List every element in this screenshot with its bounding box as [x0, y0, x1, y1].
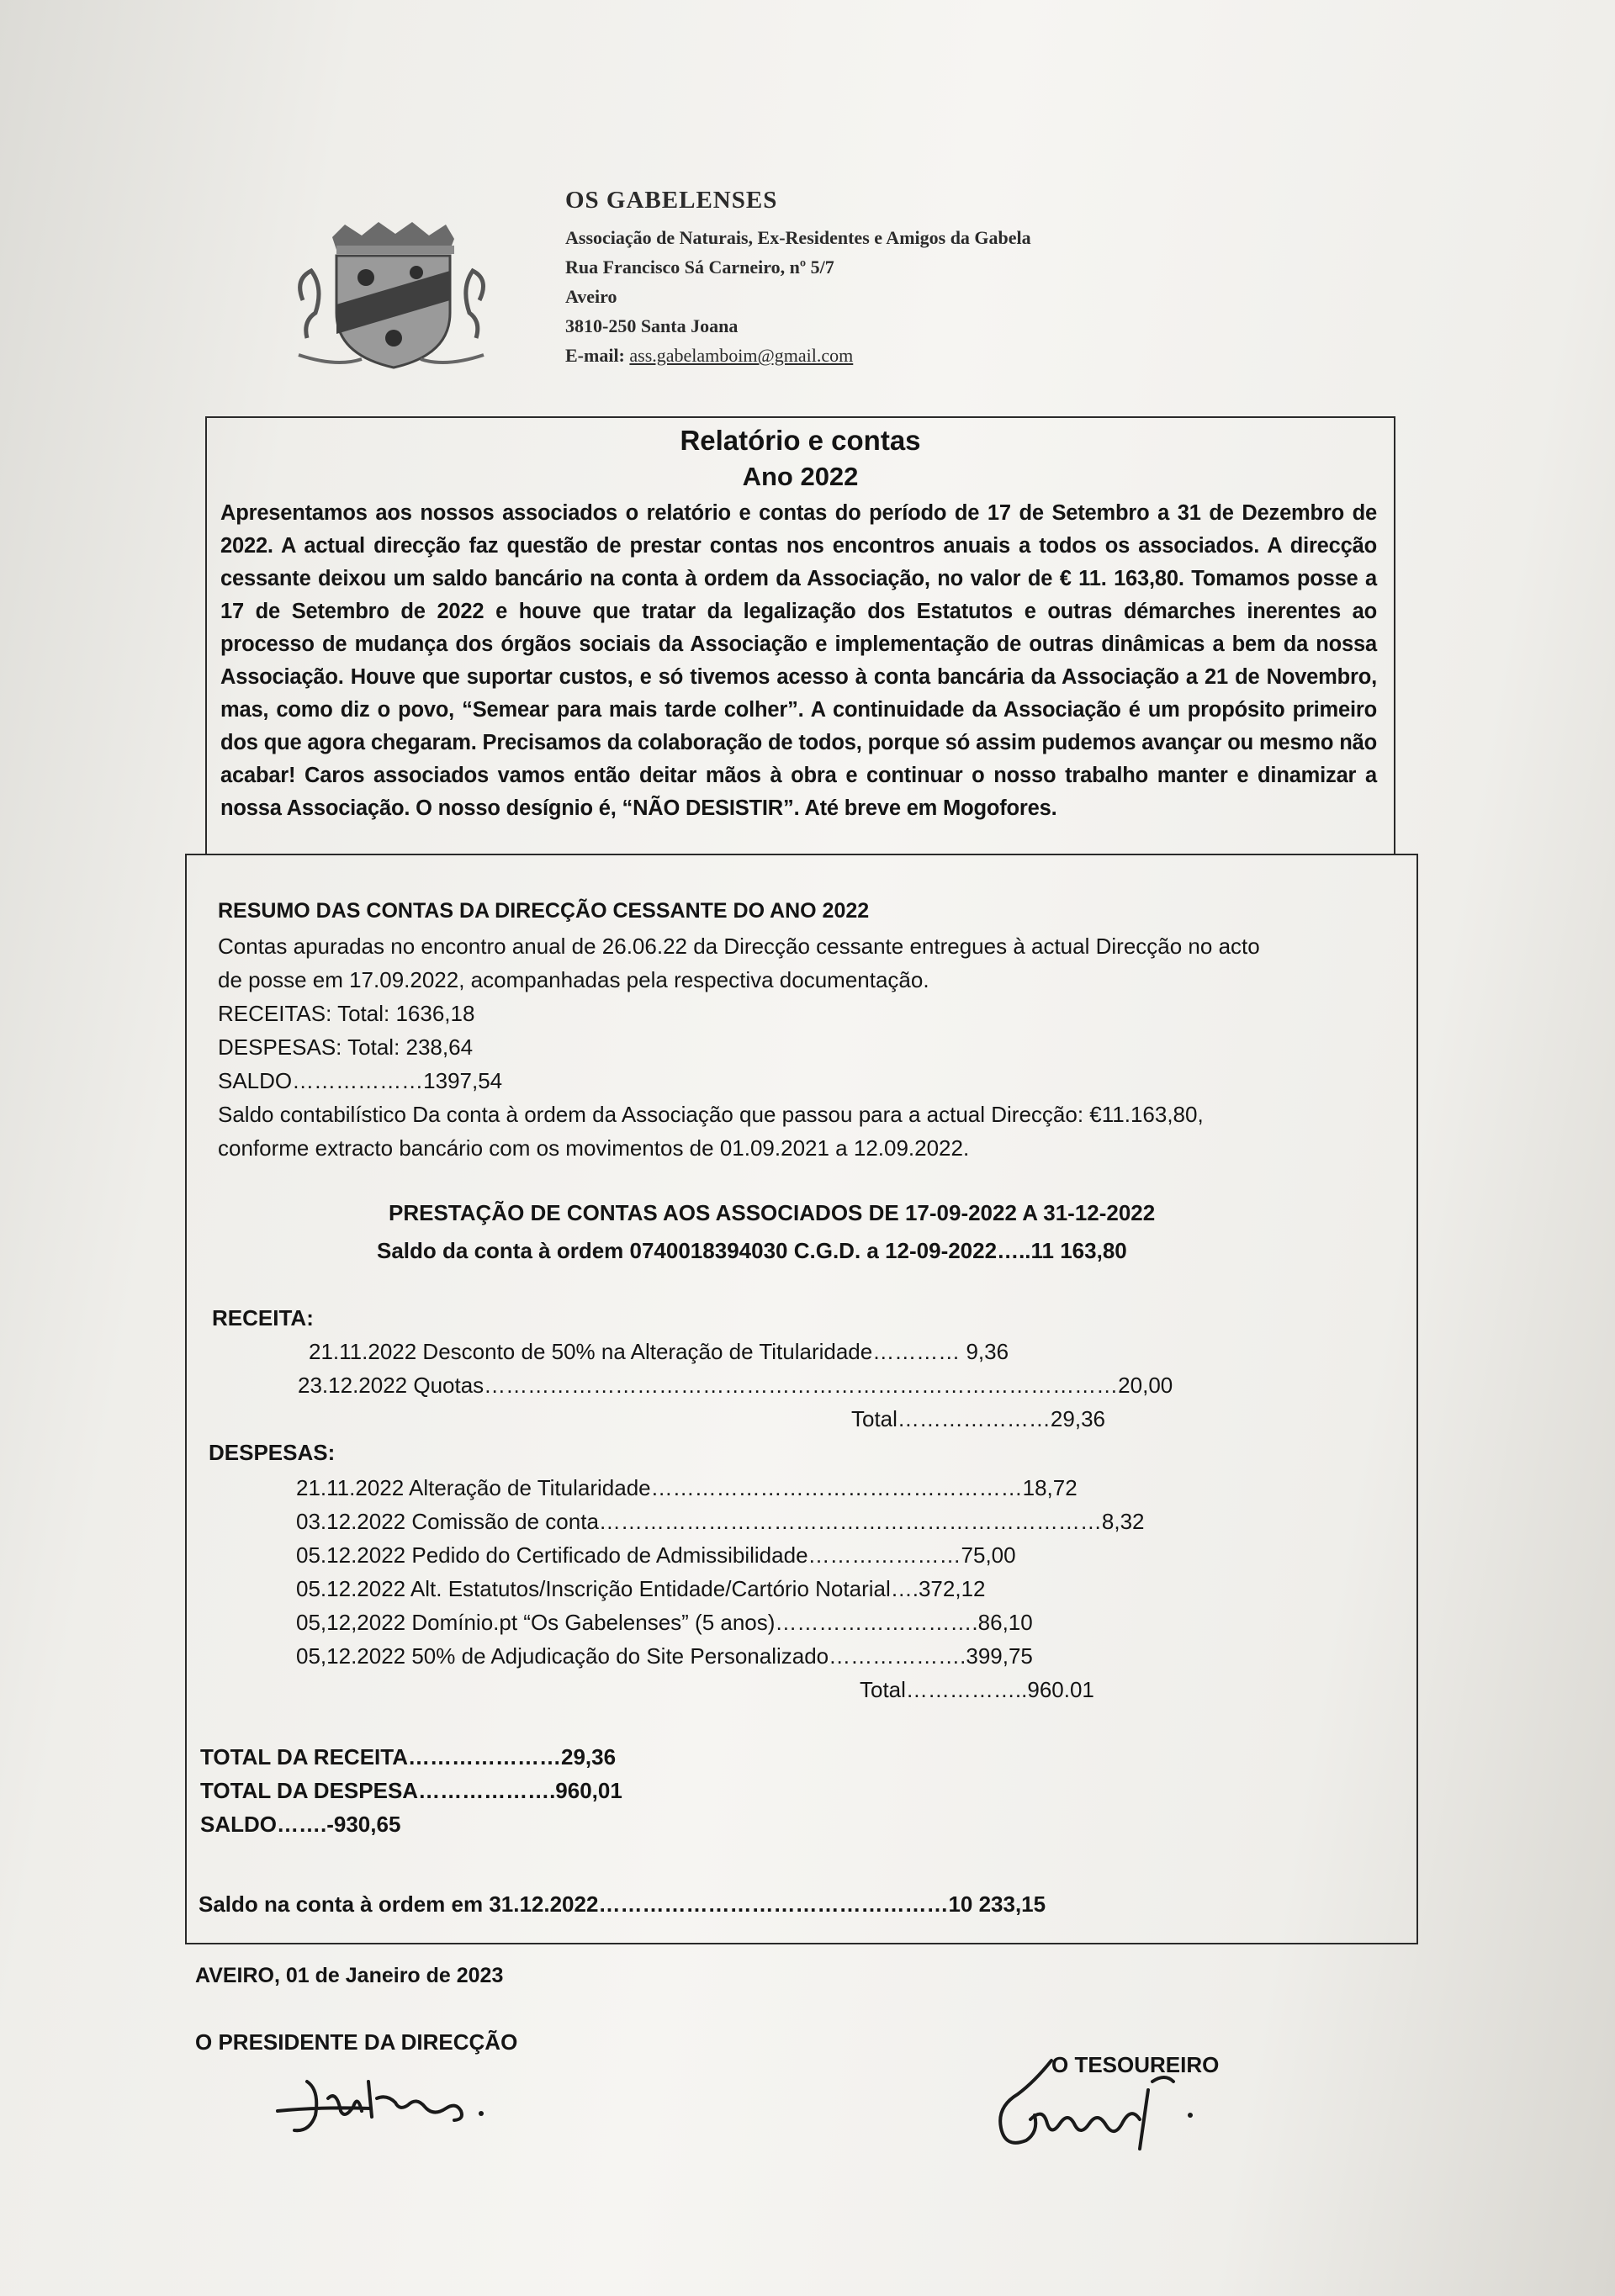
summary-line-4: conforme extracto bancário com os movimentos de 01.09.2021 a 12.09.2022.: [218, 1135, 970, 1161]
organization-header: [565, 187, 1154, 370]
receita-item: 21.11.2022 Desconto de 50% na Alteração de Titularidade………… 9,36: [309, 1339, 1009, 1364]
despesa-item: 05,12.2022 50% de Adjudicação do Site Personalizado……………….399,75: [296, 1643, 1033, 1669]
despesa-item: 05.12.2022 Alt. Estatutos/Inscrição Entidade/Cartório Notarial….372,12: [296, 1576, 986, 1601]
statement-title: PRESTAÇÃO DE CONTAS AOS ASSOCIADOS DE 17-09-2022 A 31-12-2022: [389, 1200, 1156, 1225]
summary-saldo: SALDO………………1397,54: [218, 1068, 503, 1093]
despesa-total: Total……………..960.01: [860, 1677, 1094, 1702]
receita-total: Total…………………29,36: [851, 1406, 1105, 1431]
treasurer-label: O TESOUREIRO: [1051, 2052, 1220, 2077]
total-receita: TOTAL DA RECEITA…………………29,36: [200, 1744, 617, 1770]
total-despesa: TOTAL DA DESPESA……………….960,01: [200, 1778, 622, 1803]
final-balance: Saldo na conta à ordem em 31.12.2022…………………………………………10 233,15: [199, 1891, 1046, 1917]
despesa-item: 21.11.2022 Alteração de Titularidade……………………………………………18,72: [296, 1475, 1078, 1500]
accounts-section: [185, 854, 1418, 1944]
organization-email: [565, 341, 1154, 370]
president-label: O PRESIDENTE DA DIRECÇÃO: [195, 2029, 518, 2055]
despesa-item: 05,12,2022 Domínio.pt “Os Gabelenses” (5 anos)……………………….86,10: [296, 1610, 1033, 1635]
coat-of-arms-icon: [286, 220, 496, 372]
despesas-label: DESPESAS:: [209, 1440, 336, 1465]
summary-line-3: Saldo contabilístico Da conta à ordem da Associação que passou para a actual Direcção: €11.163,80,: [218, 1102, 1204, 1127]
report-title: Relatório e contas: [680, 425, 921, 456]
summary-despesas: DESPESAS: Total: 238,64: [218, 1034, 474, 1060]
treasurer-signature-icon: [984, 2056, 1253, 2157]
organization-subtitle: Associação de Naturais, Ex-Residentes e Amigos da Gabela: [565, 227, 1031, 248]
report-intro-text: Apresentamos aos nossos associados o relatório e contas do período de 17 de Setembro a 31 de Dezembro de 2022. A actual direcção faz questão de prestar contas nos encontros anuais a todos os associados. A direcção cessante deixou um saldo bancário na conta à ordem da Associação, no valor de € 11. 163,80. Tomamos posse a 17 de Setembro de 2022 e houve que tratar da legalização dos Estatutos e outras démarches inerentes ao processo de mudança dos órgãos sociais da Associação e implementação de outras dinâmicas a bem da nossa Associação. Houve que suportar custos, e só tivemos acesso à conta bancária da Associação a 21 de Novembro, mas, como diz o povo, “Semear para mais tarde colher”. A continuidade da Associação é um propósito primeiro dos que agora chegaram. Precisamos da colaboração de todos, porque só assim pudemos avançar ou mesmo não acabar! Caros associados vamos então deitar mãos à obra e continuar o nosso trabalho manter e dinamizar a nossa Associação. O nosso desígnio é, “NÃO DESISTIR”. Até breve em Mogofores.: [220, 501, 1377, 820]
email-value[interactable]: ass.gabelamboim@gmail.com: [629, 345, 854, 366]
despesa-item: 05.12.2022 Pedido do Certificado de Admissibilidade…………………75,00: [296, 1542, 1016, 1568]
receita-item: 23.12.2022 Quotas……………………………………………………………………………20,00: [298, 1373, 1173, 1398]
despesa-item: 03.12.2022 Comissão de conta……………………………………………………………8,32: [296, 1509, 1145, 1534]
organization-city: Aveiro: [565, 286, 617, 307]
organization-postal: 3810-250 Santa Joana: [565, 315, 739, 336]
summary-line-2: de posse em 17.09.2022, acompanhadas pela respectiva documentação.: [218, 967, 929, 992]
receita-label: RECEITA:: [212, 1305, 314, 1331]
statement-subtitle: Saldo da conta à ordem 0740018394030 C.G.D. a 12-09-2022…..11 163,80: [377, 1238, 1127, 1263]
president-signature-icon: [269, 2065, 555, 2140]
statement-saldo: SALDO…….-930,65: [200, 1812, 401, 1837]
place-date: AVEIRO, 01 de Janeiro de 2023: [195, 1964, 504, 1987]
organization-name: OS GABELENSES: [565, 187, 778, 214]
email-label: E-mail:: [565, 345, 625, 366]
summary-title: RESUMO DAS CONTAS DA DIRECÇÃO CESSANTE DO ANO 2022: [218, 899, 870, 923]
organization-address: Rua Francisco Sá Carneiro, nº 5/7: [565, 257, 834, 278]
summary-line-1: Contas apuradas no encontro anual de 26.06.22 da Direcção cessante entregues à actual Direcção no acto: [218, 934, 1260, 959]
report-year: Ano 2022: [742, 462, 859, 491]
summary-receitas: RECEITAS: Total: 1636,18: [218, 1001, 475, 1026]
report-section: [205, 416, 1395, 854]
